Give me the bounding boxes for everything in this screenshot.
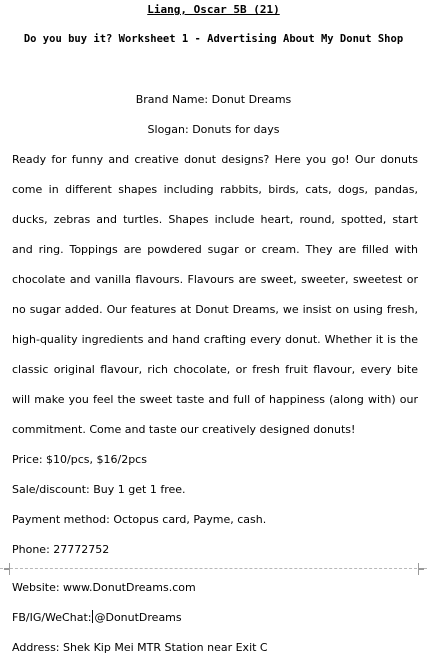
social-media-line [12, 603, 182, 633]
page-break-divider [0, 568, 427, 570]
phone-line: Phone: 27772752 [12, 543, 110, 556]
social-label: FB/IG/WeChat: [12, 611, 92, 624]
address-line: Address: Shek Kip Mei MTR Station near Exit C [12, 641, 268, 654]
page-corner-mark [418, 569, 424, 575]
website-line: Website: www.DonutDreams.com [12, 581, 196, 594]
description-paragraph: Ready for funny and creative donut designs? Here you go! Our donuts come in different shapes including rabbits, birds, cats, dogs, pandas, ducks, zebras and turtles. Shapes include heart, round, spotted, start and ring. Toppings are powdered sugar or cream. They are filled with chocolate and vanilla flavours. Flavours are sweet, sweeter, sweetest or no sugar added. Our features at Donut Dreams, we insist on using fresh, high-quality ingredients and hand crafting every donut. Whether it is the classic original flavour, rich chocolate, or fresh fruit flavour, every bite will make you feel the sweet taste and full of happiness (along with) our commitment. Come and taste our creatively designed donuts! [12, 153, 418, 436]
page-corner-mark [4, 569, 10, 575]
student-name-heading: Liang, Oscar 5B (21) [147, 3, 280, 16]
payment-method-line: Payment method: Octopus card, Payme, cash. [12, 513, 267, 526]
sale-discount-line: Sale/discount: Buy 1 get 1 free. [12, 483, 186, 496]
social-handle: @DonutDreams [94, 611, 182, 624]
price-line: Price: $10/pcs, $16/2pcs [12, 453, 147, 466]
worksheet-title: Do you buy it? Worksheet 1 - Advertising About My Donut Shop [23, 33, 404, 45]
brand-name-line: Brand Name: Donut Dreams [135, 93, 292, 106]
slogan-line: Slogan: Donuts for days [147, 123, 280, 136]
